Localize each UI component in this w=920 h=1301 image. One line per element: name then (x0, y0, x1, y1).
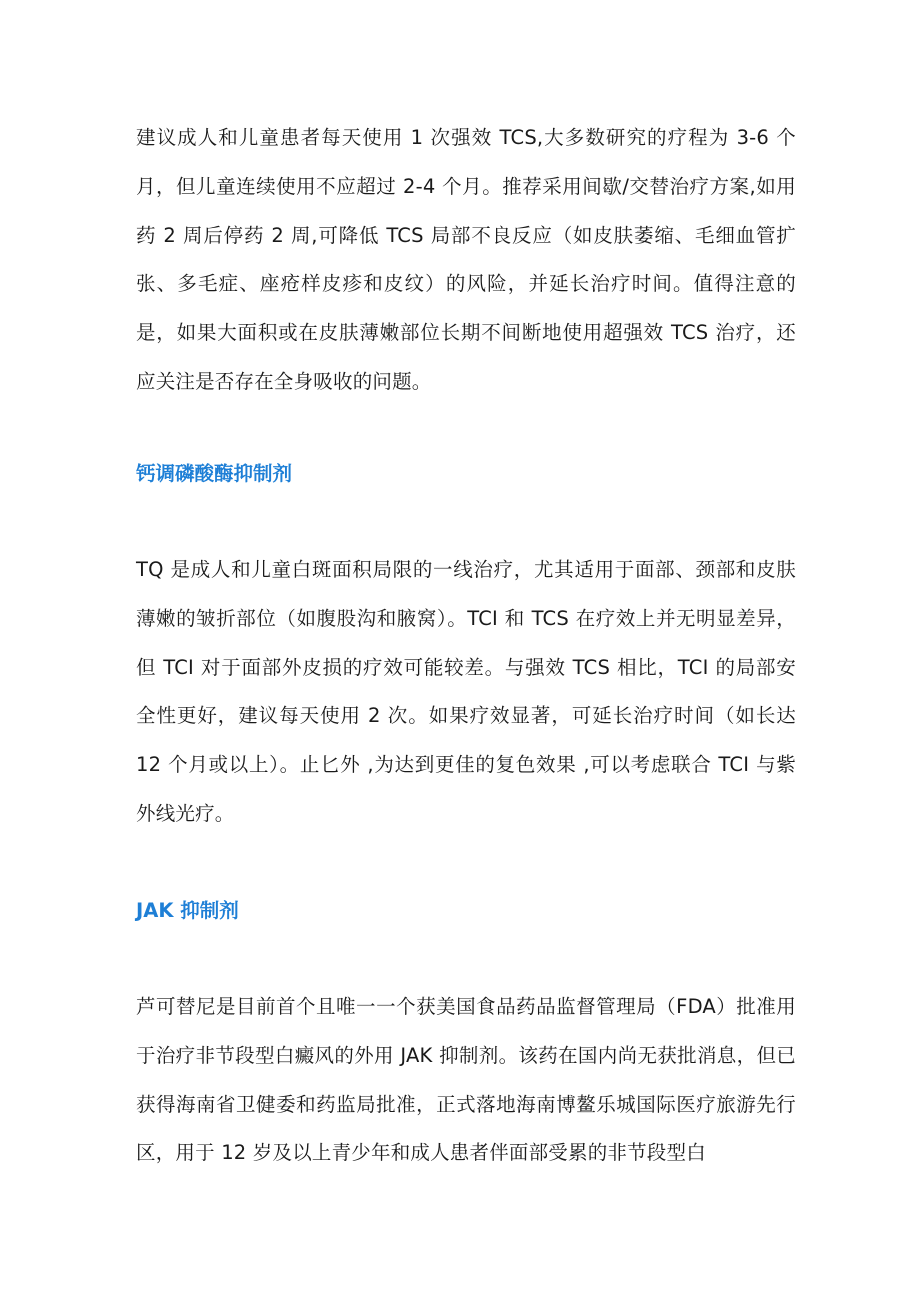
tcs-paragraph: 建议成人和儿童患者每天使用 1 次强效 TCS,大多数研究的疗程为 3-6 个月，但儿童连续使用不应超过 2-4 个月。推荐采用间歇/交替治疗方案,如用药 2 周后停药 2 周,可降低 TCS 局部不良反应（如皮肤萎缩、毛细血管扩张、多毛症、座疮样皮疹和皮纹）的风险，并延长治疗时间。值得注意的是，如果大面积或在皮肤薄嫩部位长期不间断地使用超强效 TCS 治疗，还应关注是否存在全身吸收的问题。 (136, 126, 796, 393)
tci-section-heading: 钙调磷酸酶抑制剂 (136, 462, 293, 485)
tci-paragraph: TQ 是成人和儿童白斑面积局限的一线治疗，尤其适用于面部、颈部和皮肤薄嫩的皱折部位（如腹股沟和腋窝）。TCI 和 TCS 在疗效上并无明显差异，但 TCI 对于面部外皮损的疗效可能较差。与强效 TCS 相比，TCI 的局部安全性更好，建议每天使用 2 次。如果疗效显著，可延长治疗时间（如长达 12 个月或以上）。止匕外 ,为达到更佳的复色效果 ,可以考虑联合 TCI 与紫外线光疗。 (136, 558, 796, 825)
jak-section-heading: JAK 抑制剂 (136, 899, 239, 922)
jak-paragraph: 芦可替尼是目前首个且唯一一个获美国食品药品监督管理局（FDA）批准用于治疗非节段型白癜风的外用 JAK 抑制剂。该药在国内尚无获批消息，但已获得海南省卫健委和药监局批准，正式落地海南博鳌乐城国际医疗旅游先行区，用于 12 岁及以上青少年和成人患者伴面部受累的非节段型白 (136, 995, 796, 1165)
